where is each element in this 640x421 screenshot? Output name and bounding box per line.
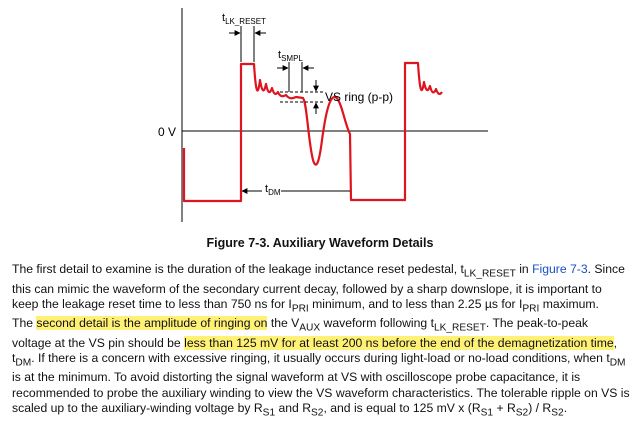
figure-link[interactable]: Figure 7-3 (532, 262, 588, 276)
vs-ring-label: VS ring (p-p) (325, 90, 394, 104)
t-smpl-label: $t_{SMPL}$ (278, 49, 303, 63)
paragraph-ringing-amplitude: The second detail is the amplitude of ringing on the $V_{AUX}$ waveform following $t_{LK\_RESET}$. The peak-to-peak voltage at the VS pin should be less than 125 mV for at least 200 ns before the end of the demagnetization time, $t_{DM}$. If there is a concern with excessive ringing, it usually occurs during light-load or no-load conditions, when $t_{DM}$ is at the minimum. To avoid distorting the signal waveform at VS with oscilloscope probe capacitance, it is recommended to probe the auxiliary winding to view the VS waveform characteristics. The tolerable ripple on VS is scaled up to the auxiliary-winding voltage by $R_{S1}$ and $R_{S2}$, and is equal to 125 mV x $(R_{S1} + R_{S2}) / R_{S2}$. (12, 316, 630, 419)
vaux-waveform (184, 63, 442, 201)
t-reset-label: $t_{LK\_RESET}$ (222, 12, 266, 26)
zero-volt-label: 0 V (158, 125, 177, 139)
t-dm-label: $t_{DM}$ (265, 183, 281, 197)
figure-caption: Figure 7-3. Auxiliary Waveform Details (206, 236, 434, 250)
highlight-ringing: second detail is the amplitude of ringing on (36, 316, 268, 330)
highlight-threshold: less than 125 mV for at least 200 ns before the end of the demagnetization time (184, 335, 614, 350)
paragraph-leakage-reset: The first detail to examine is the duration of the leakage inductance reset pedestal, $t_{LK\_RESET}$ in Figure 7-3. Since this can mimic the waveform of the secondary current decay, followed by a sharp downslope, it is important to keep the leakage reset time to less than 750 ns for $I_{PRI}$ minimum, and to less than 2.25 µs for $I_{PRI}$ maximum. (12, 262, 625, 315)
